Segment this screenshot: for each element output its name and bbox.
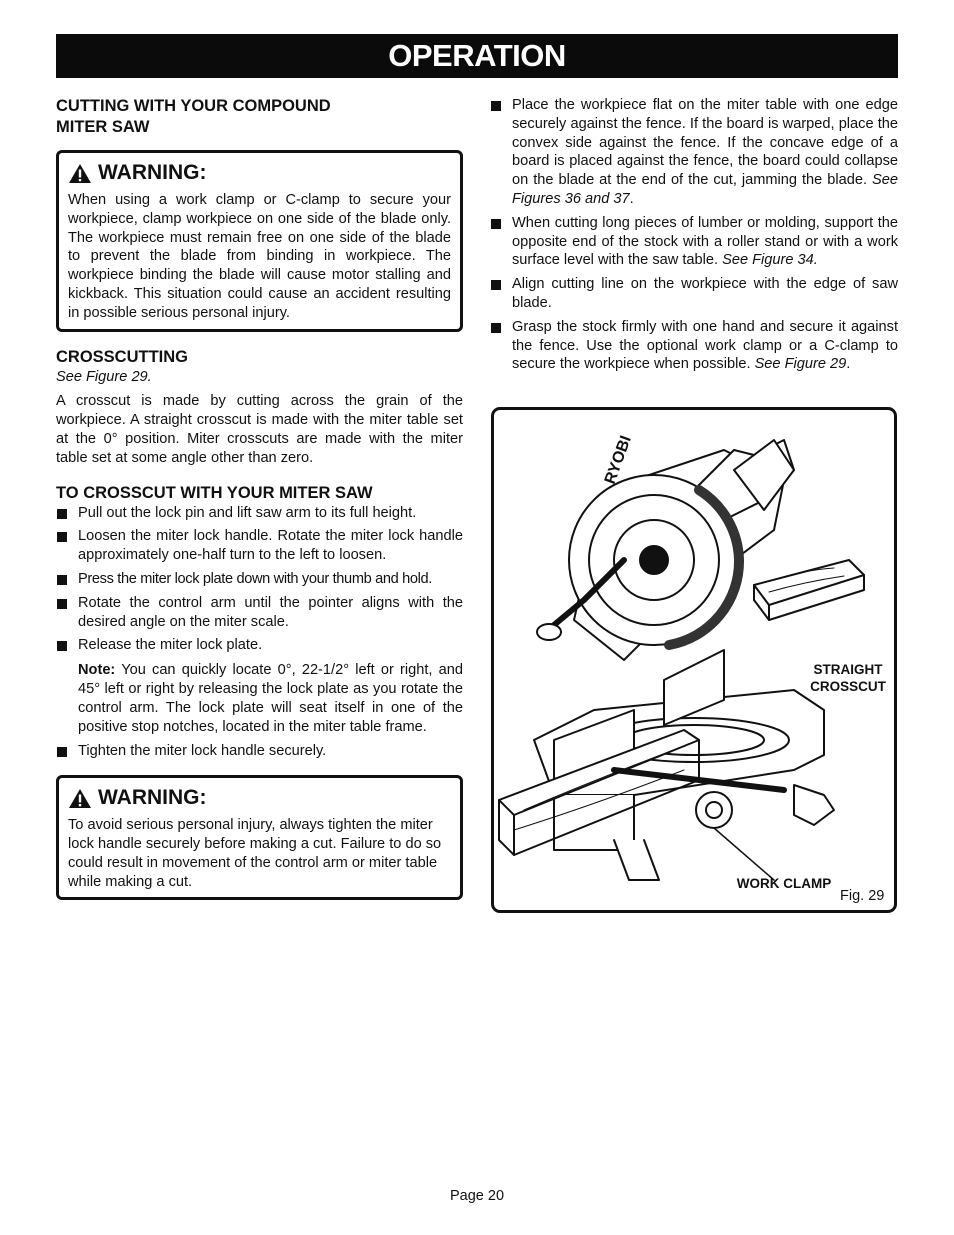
warning-text: To avoid serious personal injury, always tighten the miter lock handle securely before making a cut. Failure to do so could result in movement of the control arm or miter table while making a cut. bbox=[68, 817, 442, 890]
bullet-square-icon bbox=[57, 599, 67, 609]
note-text: You can quickly locate 0°, 22-1/2° left or right, and 45° left or right by releasing the lock plate as you rotate the control arm. The lock plate will seat itself in one of the positive stop notches, located in the miter table frame. bbox=[78, 662, 463, 735]
crosscutting-paragraph: A crosscut is made by cutting across the grain of the workpiece. A straight crosscut is made with the miter table set at the 0° position. Miter crosscuts are made with the miter table set at some angle other than zero. bbox=[56, 393, 463, 466]
brand-logo-text: RYOBI bbox=[601, 433, 635, 487]
warning-box-lock bbox=[56, 775, 463, 900]
bullet-square-icon bbox=[491, 219, 501, 229]
bullet-square-icon bbox=[491, 280, 501, 290]
note-label: Note: bbox=[78, 662, 116, 679]
figure-reference: See Figure 29. bbox=[56, 368, 152, 385]
procedure-list bbox=[490, 96, 898, 374]
to-crosscut-section bbox=[56, 483, 463, 762]
warning-title: WARNING: bbox=[98, 786, 207, 810]
bullet-square-icon bbox=[491, 323, 501, 333]
list-item: Rotate the control arm until the pointer aligns with the desired angle on the miter scale. bbox=[56, 594, 463, 632]
steps-list-end bbox=[56, 742, 463, 761]
figure-29 bbox=[491, 407, 897, 913]
page-number: Page 20 bbox=[449, 1188, 505, 1204]
warning-header bbox=[68, 161, 451, 185]
section-title: CUTTING WITH YOUR COMPOUND MITER SAW bbox=[56, 97, 331, 136]
bullet-square-icon bbox=[57, 641, 67, 651]
to-crosscut-heading: TO CROSSCUT WITH YOUR MITER SAW bbox=[56, 483, 373, 502]
warning-triangle-icon bbox=[68, 163, 92, 184]
bullet-square-icon bbox=[57, 509, 67, 519]
bullet-square-icon bbox=[57, 532, 67, 542]
list-item: Place the workpiece flat on the miter table with one edge securely against the fence. If the board is warped, place the convex side against the fence. If the concave edge of a board is placed against the fence, the board could collapse on the blade at the end of the cut, jamming the blade. See Figures 36 and 37. bbox=[490, 96, 898, 209]
list-item: Release the miter lock plate. bbox=[56, 636, 463, 655]
list-item: Align cutting line on the workpiece with the edge of saw blade. bbox=[490, 275, 898, 313]
note-paragraph bbox=[56, 661, 463, 736]
page-title: OPERATION bbox=[388, 38, 566, 73]
list-item: Grasp the stock firmly with one hand and secure it against the fence. Use the optional work clamp or a C-clamp to secure the workpiece when possible. See Figure 29. bbox=[490, 318, 898, 374]
work-clamp-label: WORK CLAMP bbox=[736, 876, 832, 891]
list-item: Pull out the lock pin and lift saw arm to its full height. bbox=[56, 504, 463, 523]
warning-header bbox=[68, 786, 451, 810]
straight-crosscut-label: STRAIGHT CROSSCUT bbox=[810, 662, 886, 694]
warning-title: WARNING: bbox=[98, 161, 207, 184]
list-item: Press the miter lock plate down with your thumb and hold. bbox=[56, 570, 463, 589]
left-column bbox=[56, 96, 463, 900]
bullet-square-icon bbox=[57, 575, 67, 585]
steps-list bbox=[56, 504, 463, 656]
bullet-square-icon bbox=[491, 101, 501, 111]
bullet-square-icon bbox=[57, 747, 67, 757]
list-item: When cutting long pieces of lumber or molding, support the opposite end of the stock with a roller stand or with a work surface level with the saw table. See Figure 34. bbox=[490, 214, 898, 270]
miter-saw-illustration bbox=[494, 410, 894, 910]
warning-triangle-icon bbox=[68, 788, 92, 809]
figure-caption: Fig. 29 bbox=[840, 888, 885, 904]
crosscutting-section bbox=[56, 347, 463, 468]
warning-text: When using a work clamp or C-clamp to secure your workpiece, clamp workpiece on one side of the blade only. The workpiece must remain free on one side of the blade to prevent the blade from binding in workpiece. The workpiece binding the blade will cause motor stalling and kickback. This situation could cause an accident resulting in possible serious personal injury. bbox=[68, 192, 451, 321]
right-column bbox=[490, 96, 898, 374]
warning-box-clamp bbox=[56, 150, 463, 332]
list-item: Tighten the miter lock handle securely. bbox=[56, 742, 463, 761]
list-item: Loosen the miter lock handle. Rotate the miter lock handle approximately one-half turn to the left to loosen. bbox=[56, 527, 463, 565]
crosscutting-heading: CROSSCUTTING bbox=[56, 347, 188, 366]
section-banner bbox=[56, 34, 898, 78]
